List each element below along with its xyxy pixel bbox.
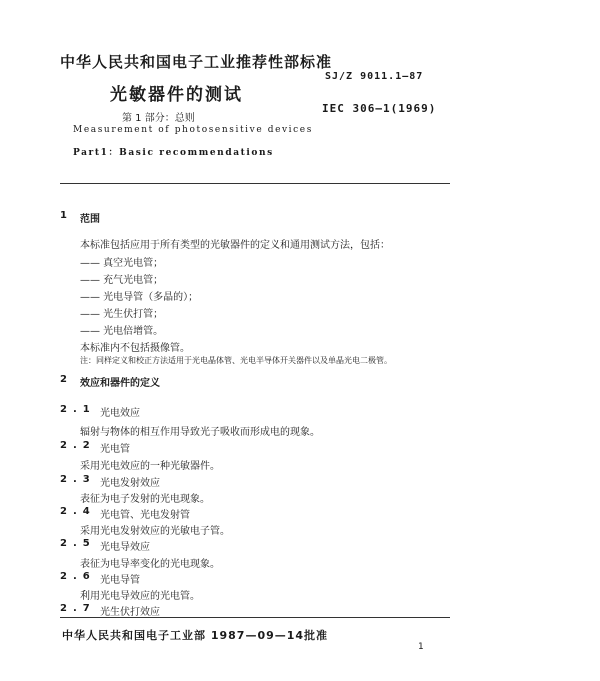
clause-description: 采用光电发射效应的光敏电子管。 <box>80 526 230 537</box>
clause-title: 光电管 <box>100 444 130 455</box>
scope-exclusion: 本标准内不包括摄像管。 <box>80 343 190 354</box>
clause-title: 光电管、光电发射管 <box>100 510 190 521</box>
clause-number: 2.4 <box>60 506 96 517</box>
clause-title: 光电效应 <box>100 408 140 419</box>
clause-description: 表征为电导率变化的光电现象。 <box>80 559 220 570</box>
english-part-title: Part1：Basic recommendations <box>73 148 274 158</box>
header-divider <box>60 183 450 184</box>
document-title: 光敏器件的测试 <box>110 85 243 105</box>
clause-title: 光电导效应 <box>100 542 150 553</box>
scope-item: —— 真空光电管； <box>80 258 164 269</box>
section-number: 1 <box>60 210 67 221</box>
clause-description: 辐射与物体的相互作用导致光子吸收而形成电的现象。 <box>80 427 320 438</box>
clause-title: 光生伏打效应 <box>100 607 160 618</box>
clause-number: 2.7 <box>60 603 96 614</box>
clause-description: 采用光电效应的一种光敏器件。 <box>80 461 220 472</box>
clause-description: 利用光电导效应的光电管。 <box>80 591 200 602</box>
section-heading: 范围 <box>80 214 100 225</box>
clause-title: 光电导管 <box>100 575 140 586</box>
page-number: 1 <box>418 642 424 652</box>
clause-number: 2.6 <box>60 571 96 582</box>
clause-number: 2.5 <box>60 538 96 549</box>
english-title: Measurement of photosensitive devices <box>73 125 313 135</box>
scope-item: —— 充气光电管； <box>80 275 164 286</box>
clause-title: 光电发射效应 <box>100 478 160 489</box>
scope-note: 注：同样定义和校正方法适用于光电晶体管、光电半导体开关器件以及单晶光电二极管。 <box>80 356 392 365</box>
scope-item: —— 光电导管（多晶的）； <box>80 292 199 303</box>
scope-item: —— 光电倍增管。 <box>80 326 164 337</box>
approval-line: 中华人民共和国电子工业部 1987—09—14批准 <box>62 629 329 642</box>
clause-number: 2.2 <box>60 440 96 451</box>
clause-number: 2.3 <box>60 474 96 485</box>
issuing-organization: 中华人民共和国电子工业推荐性部标准 <box>60 53 333 71</box>
standard-code: SJ/Z 9011.1—87 <box>325 71 424 82</box>
section-heading: 效应和器件的定义 <box>80 378 160 389</box>
section-number: 2 <box>60 374 67 385</box>
part-title: 第 1 部分：总则 <box>122 113 195 124</box>
scope-item: —— 光生伏打管； <box>80 309 164 320</box>
clause-description: 表征为电子发射的光电现象。 <box>80 494 210 505</box>
scope-intro: 本标准包括应用于所有类型的光敏器件的定义和通用测试方法，包括： <box>80 240 390 251</box>
iec-reference: IEC 306—1(1969) <box>322 102 437 115</box>
clause-number: 2.1 <box>60 404 96 415</box>
footer-divider <box>60 617 450 618</box>
